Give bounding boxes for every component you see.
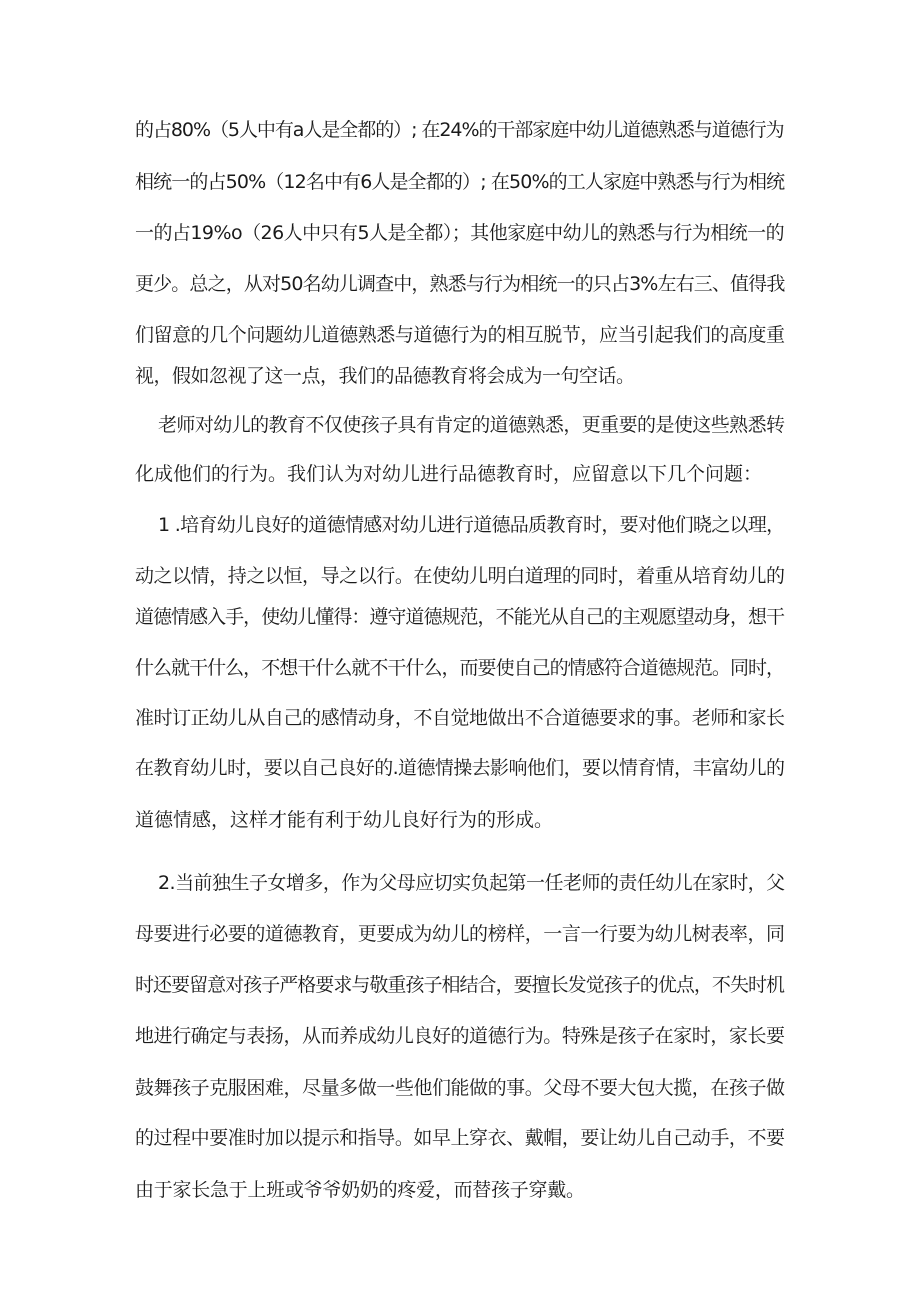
text-line: 视，假如忽视了这一点，我们的品德教育将会成为一句空话。 [135, 365, 635, 387]
text-line: 相统一的占50%（12名中有6人是全都的）; 在50%的工人家庭中熟悉与行为相统 [135, 171, 785, 193]
text-line: 2.当前独生子女增多，作为父母应切实负起第一任老师的责任幼儿在家时，父 [158, 872, 785, 894]
text-line: 什么就干什么，不想干什么就不干什么，而要使自己的情感符合道德规范。同时， [135, 657, 785, 679]
text-line: 地进行确定与表扬，从而养成幼儿良好的道德行为。特殊是孩子在家时，家长要 [135, 1025, 785, 1047]
text-line: 更少。总之，从对50名幼儿调查中，熟悉与行为相统一的只占3%左右三、值得我 [135, 273, 785, 295]
text-line: 在教育幼儿时，要以自己良好的.道德情操去影响他们，要以情育情，丰富幼儿的 [135, 757, 785, 779]
text-line: 的占80%（5人中有a人是全都的）; 在24%的干部家庭中幼儿道德熟悉与道德行为 [135, 119, 784, 141]
text-line: 时还要留意对孩子严格要求与敬重孩子相结合，要擅长发觉孩子的优点，不失时机 [135, 974, 785, 996]
text-line: 的过程中要准时加以提示和指导。如早上穿衣、戴帽，要让幼儿自己动手，不要 [135, 1127, 785, 1149]
text-line: 动之以情，持之以恒，导之以行。在使幼儿明白道理的同时，着重从培育幼儿的 [135, 565, 785, 587]
text-line: 们留意的几个问题幼儿道德熟悉与道德行为的相互脱节，应当引起我们的高度重 [135, 324, 785, 346]
text-line: 一的占19%o（26人中只有5人是全都）；其他家庭中幼儿的熟悉与行为相统一的 [135, 222, 785, 244]
text-line: 1 .培育幼儿良好的道德情感对幼儿进行道德品质教育时，要对他们晓之以理， [158, 514, 785, 536]
text-line: 母要进行必要的道德教育，更要成为幼儿的榜样，一言一行要为幼儿树表率，同 [135, 923, 785, 945]
text-line: 道德情感，这样才能有利于幼儿良好行为的形成。 [135, 809, 554, 831]
text-line: 化成他们的行为。我们认为对幼儿进行品德教育时，应留意以下几个问题： [135, 463, 763, 485]
text-line: 鼓舞孩子克服困难，尽量多做一些他们能做的事。父母不要大包大揽，在孩子做 [135, 1077, 785, 1099]
text-line: 老师对幼儿的教育不仅使孩子具有肯定的道德熟悉，更重要的是使这些熟悉转 [158, 414, 785, 436]
text-line: 由于家长急于上班或爷爷奶奶的疼爱，而替孩子穿戴。 [135, 1179, 585, 1201]
text-line: 道德情感入手，使幼儿懂得：遵守道德规范，不能光从自己的主观愿望动身，想干 [135, 606, 785, 628]
text-line: 准时订正幼儿从自己的感情动身，不自觉地做出不合道德要求的事。老师和家长 [135, 707, 785, 729]
